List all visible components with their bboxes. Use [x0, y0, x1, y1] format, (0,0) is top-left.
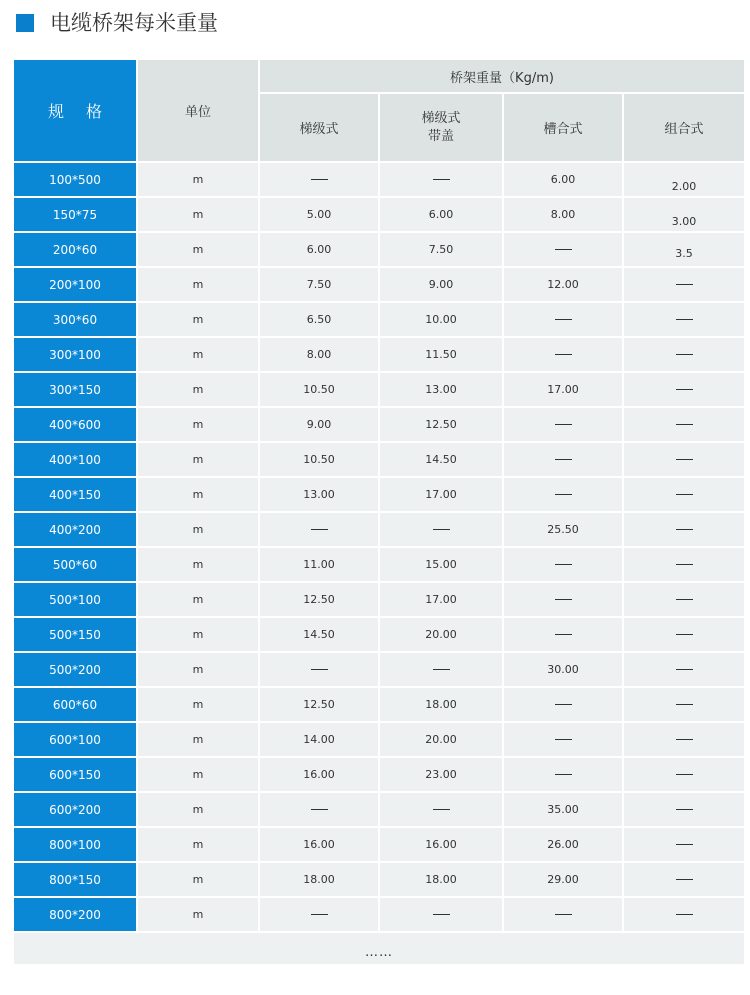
dash-mark	[676, 634, 693, 635]
dash-mark	[311, 179, 328, 180]
ladder-cell: 14.50	[260, 618, 378, 653]
weight-group-header: 桥架重量（Kg/m)	[260, 60, 744, 94]
unit-cell: m	[138, 338, 258, 373]
combined-cell: 3.00	[624, 198, 744, 233]
page-title: 电缆桥架每米重量	[50, 11, 218, 35]
combined-cell	[624, 863, 744, 898]
trough-cell: 6.00	[504, 163, 622, 198]
table-footer-ellipsis: ……	[14, 933, 744, 964]
trough-cell: 12.00	[504, 268, 622, 303]
sub-header-ladder-covered: 梯级式 带盖	[380, 94, 502, 163]
dash-mark	[676, 389, 693, 390]
spec-cell: 600*200	[14, 793, 136, 828]
ladder-covered-cell: 13.00	[380, 373, 502, 408]
combined-cell	[624, 583, 744, 618]
trough-cell	[504, 618, 622, 653]
dash-mark	[311, 809, 328, 810]
unit-cell: m	[138, 793, 258, 828]
ladder-cell: 11.00	[260, 548, 378, 583]
spec-header: 规格	[14, 60, 136, 163]
spec-cell: 800*150	[14, 863, 136, 898]
ladder-covered-cell: 9.00	[380, 268, 502, 303]
dash-mark	[676, 319, 693, 320]
unit-cell: m	[138, 723, 258, 758]
dash-mark	[676, 564, 693, 565]
ladder-covered-cell: 10.00	[380, 303, 502, 338]
trough-cell	[504, 548, 622, 583]
dash-mark	[676, 354, 693, 355]
trough-cell	[504, 233, 622, 268]
ladder-cell: 16.00	[260, 828, 378, 863]
dash-mark	[433, 669, 450, 670]
unit-cell: m	[138, 478, 258, 513]
trough-cell	[504, 478, 622, 513]
ladder-cell: 12.50	[260, 583, 378, 618]
ladder-cell: 14.00	[260, 723, 378, 758]
spec-cell: 600*60	[14, 688, 136, 723]
ladder-covered-cell: 16.00	[380, 828, 502, 863]
ladder-covered-cell	[380, 898, 502, 933]
ladder-cell	[260, 513, 378, 548]
trough-cell	[504, 443, 622, 478]
spec-cell: 500*100	[14, 583, 136, 618]
unit-cell: m	[138, 688, 258, 723]
dash-mark	[433, 914, 450, 915]
unit-cell: m	[138, 373, 258, 408]
dash-mark	[311, 529, 328, 530]
unit-cell: m	[138, 548, 258, 583]
combined-cell	[624, 618, 744, 653]
unit-cell: m	[138, 618, 258, 653]
sub-header-combined: 组合式	[624, 94, 744, 163]
combined-cell	[624, 338, 744, 373]
unit-cell: m	[138, 863, 258, 898]
ladder-cell: 10.50	[260, 373, 378, 408]
dash-mark	[676, 774, 693, 775]
unit-cell: m	[138, 268, 258, 303]
spec-cell: 400*200	[14, 513, 136, 548]
ladder-covered-cell: 20.00	[380, 723, 502, 758]
combined-cell	[624, 688, 744, 723]
trough-cell: 17.00	[504, 373, 622, 408]
trough-cell: 29.00	[504, 863, 622, 898]
combined-cell	[624, 758, 744, 793]
unit-cell: m	[138, 758, 258, 793]
ladder-cell: 13.00	[260, 478, 378, 513]
unit-cell: m	[138, 583, 258, 618]
spec-cell: 300*100	[14, 338, 136, 373]
ladder-covered-cell: 18.00	[380, 863, 502, 898]
dash-mark	[676, 494, 693, 495]
ladder-covered-cell: 14.50	[380, 443, 502, 478]
spec-cell: 100*500	[14, 163, 136, 198]
spec-cell: 800*200	[14, 898, 136, 933]
dash-mark	[676, 459, 693, 460]
title-marker	[16, 14, 34, 32]
combined-cell	[624, 373, 744, 408]
spec-cell: 300*60	[14, 303, 136, 338]
combined-cell	[624, 793, 744, 828]
dash-mark	[676, 879, 693, 880]
ladder-cell	[260, 898, 378, 933]
dash-mark	[555, 564, 572, 565]
ladder-covered-cell: 12.50	[380, 408, 502, 443]
trough-cell: 35.00	[504, 793, 622, 828]
dash-mark	[555, 354, 572, 355]
trough-cell	[504, 338, 622, 373]
dash-mark	[555, 424, 572, 425]
combined-cell	[624, 268, 744, 303]
trough-cell: 8.00	[504, 198, 622, 233]
dash-mark	[676, 424, 693, 425]
dash-mark	[676, 704, 693, 705]
ladder-covered-cell	[380, 163, 502, 198]
unit-cell: m	[138, 163, 258, 198]
trough-cell: 26.00	[504, 828, 622, 863]
combined-cell: 3.5	[624, 233, 744, 268]
unit-header: 单位	[138, 60, 258, 163]
sub-header-trough: 槽合式	[504, 94, 622, 163]
dash-mark	[555, 774, 572, 775]
ladder-covered-cell: 11.50	[380, 338, 502, 373]
ladder-cell: 16.00	[260, 758, 378, 793]
dash-mark	[555, 704, 572, 705]
ladder-cell: 6.50	[260, 303, 378, 338]
dash-mark	[555, 459, 572, 460]
trough-cell	[504, 303, 622, 338]
dash-mark	[676, 529, 693, 530]
unit-cell: m	[138, 233, 258, 268]
dash-mark	[676, 739, 693, 740]
dash-mark	[433, 809, 450, 810]
ladder-cell	[260, 793, 378, 828]
ladder-cell: 7.50	[260, 268, 378, 303]
ladder-cell: 10.50	[260, 443, 378, 478]
combined-cell	[624, 478, 744, 513]
trough-cell: 30.00	[504, 653, 622, 688]
ladder-cell: 12.50	[260, 688, 378, 723]
dash-mark	[676, 809, 693, 810]
unit-cell: m	[138, 898, 258, 933]
combined-cell	[624, 898, 744, 933]
combined-cell	[624, 408, 744, 443]
spec-cell: 300*150	[14, 373, 136, 408]
combined-cell	[624, 653, 744, 688]
trough-cell	[504, 758, 622, 793]
spec-cell: 600*100	[14, 723, 136, 758]
spec-cell: 200*100	[14, 268, 136, 303]
trough-cell	[504, 583, 622, 618]
ladder-covered-cell	[380, 513, 502, 548]
ladder-cell: 8.00	[260, 338, 378, 373]
dash-mark	[433, 179, 450, 180]
combined-cell: 2.00	[624, 163, 744, 198]
unit-cell: m	[138, 828, 258, 863]
dash-mark	[676, 599, 693, 600]
combined-cell	[624, 828, 744, 863]
unit-cell: m	[138, 653, 258, 688]
spec-cell: 200*60	[14, 233, 136, 268]
ladder-covered-cell	[380, 653, 502, 688]
dash-mark	[555, 494, 572, 495]
dash-mark	[676, 669, 693, 670]
combined-cell	[624, 303, 744, 338]
dash-mark	[433, 529, 450, 530]
ladder-cell: 9.00	[260, 408, 378, 443]
unit-cell: m	[138, 443, 258, 478]
trough-cell	[504, 723, 622, 758]
combined-cell	[624, 513, 744, 548]
ladder-cell: 6.00	[260, 233, 378, 268]
ladder-covered-cell: 17.00	[380, 478, 502, 513]
ladder-covered-cell: 20.00	[380, 618, 502, 653]
ladder-cell	[260, 653, 378, 688]
ladder-covered-cell: 18.00	[380, 688, 502, 723]
dash-mark	[676, 284, 693, 285]
dash-mark	[555, 319, 572, 320]
sub-header-ladder: 梯级式	[260, 94, 378, 163]
spec-cell: 500*200	[14, 653, 136, 688]
trough-cell	[504, 898, 622, 933]
dash-mark	[311, 914, 328, 915]
trough-cell: 25.50	[504, 513, 622, 548]
ladder-covered-cell: 7.50	[380, 233, 502, 268]
dash-mark	[555, 914, 572, 915]
spec-cell: 800*100	[14, 828, 136, 863]
ladder-covered-cell: 6.00	[380, 198, 502, 233]
dash-mark	[555, 599, 572, 600]
spec-cell: 500*150	[14, 618, 136, 653]
ladder-cell	[260, 163, 378, 198]
dash-mark	[555, 634, 572, 635]
ladder-covered-cell: 17.00	[380, 583, 502, 618]
combined-cell	[624, 548, 744, 583]
weight-table	[14, 60, 736, 974]
ladder-covered-cell: 15.00	[380, 548, 502, 583]
unit-cell: m	[138, 303, 258, 338]
unit-cell: m	[138, 408, 258, 443]
ladder-covered-cell: 23.00	[380, 758, 502, 793]
ladder-cell: 5.00	[260, 198, 378, 233]
trough-cell	[504, 408, 622, 443]
dash-mark	[311, 669, 328, 670]
dash-mark	[555, 739, 572, 740]
spec-cell: 400*150	[14, 478, 136, 513]
dash-mark	[676, 914, 693, 915]
spec-cell: 400*100	[14, 443, 136, 478]
ladder-cell: 18.00	[260, 863, 378, 898]
trough-cell	[504, 688, 622, 723]
ladder-covered-cell	[380, 793, 502, 828]
spec-cell: 400*600	[14, 408, 136, 443]
spec-cell: 600*150	[14, 758, 136, 793]
unit-cell: m	[138, 198, 258, 233]
dash-mark	[676, 844, 693, 845]
unit-cell: m	[138, 513, 258, 548]
dash-mark	[555, 249, 572, 250]
spec-cell: 500*60	[14, 548, 136, 583]
combined-cell	[624, 443, 744, 478]
combined-cell	[624, 723, 744, 758]
spec-cell: 150*75	[14, 198, 136, 233]
